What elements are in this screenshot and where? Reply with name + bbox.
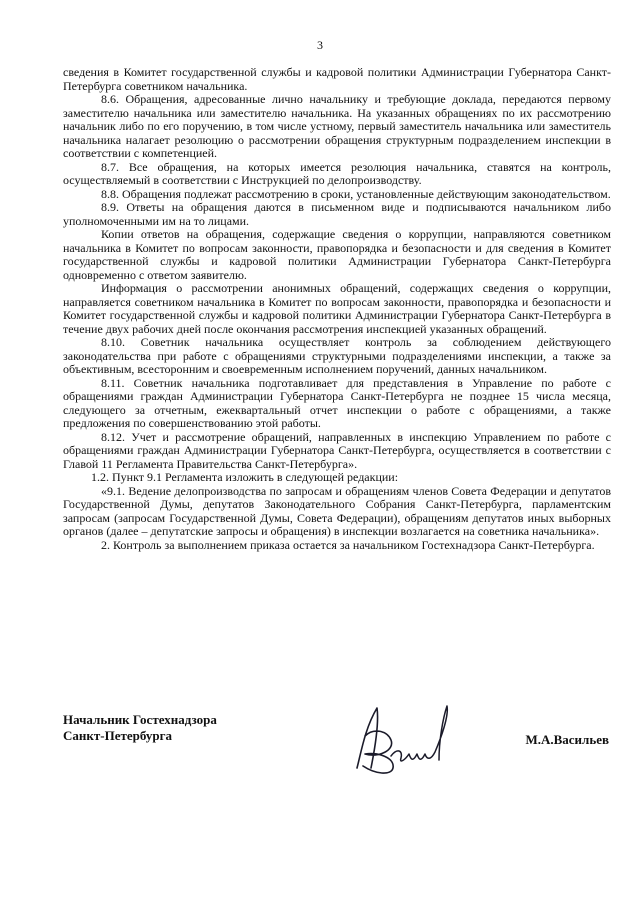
signature-block xyxy=(63,712,611,792)
signatory-name: М.А.Васильев xyxy=(525,732,609,747)
paragraph-copies-of-answers: Копии ответов на обращения, содержащие сведения о коррупции, направляются советником начальника в Комитет по вопросам законности, правопорядка и безопасности и для сведения в Комитет государственной службы и кадровой политики Администрации Губернатора Санкт-Петербурга одновременно с ответом заявителю. xyxy=(63,227,611,282)
paragraph-8-8: 8.8. Обращения подлежат рассмотрению в сроки, установленные действующим законодательством. xyxy=(101,186,611,201)
document-body xyxy=(63,66,611,552)
page-number: 3 xyxy=(317,38,323,52)
signatory-title-line-2: Санкт-Петербурга xyxy=(63,728,172,743)
paragraph-8-9: 8.9. Ответы на обращения даются в письменном виде и подписываются начальником либо уполномоченными им на то лицами. xyxy=(63,200,611,228)
signatory-title xyxy=(63,712,217,744)
paragraph-8-12: 8.12. Учет и рассмотрение обращений, направленных в инспекцию Управлением по работе с обращениями граждан Администрации Губернатора Санкт-Петербурга, осуществляется в соответствии с Главой 11 Регламента Правительства Санкт-Петербурга». xyxy=(63,429,611,471)
paragraph-1-2: 1.2. Пункт 9.1 Регламента изложить в следующей редакции: xyxy=(91,470,399,484)
paragraph-8-10: 8.10. Советник начальника осуществляет контроль за соблюдением действующего законодательства при работе с обращениями структурными подразделениями инспекции, а также за объективным, всесторонним и своевременным исполнением поручений, данных начальником. xyxy=(63,335,611,376)
paragraph-8-7: 8.7. Все обращения, на которых имеется резолюция начальника, ставятся на контроль, осуществляемый в соответствии с Инструкцией по делопроизводству. xyxy=(63,159,611,187)
paragraph-9-1: «9.1. Ведение делопроизводства по запросам и обращениям членов Совета Федерации и депутатов Государственной Думы, депутатов Законодательного Собрания Санкт-Петербурга, парламентским запросам (запросам Государственной Думы, Совета Федерации), обращениям депутатов иных выборных органов (далее – депутатские запросы и обращения) в инспекции возлагается на советника начальника». xyxy=(63,483,611,538)
paragraph-8-11: 8.11. Советник начальника подготавливает для представления в Управление по работе с обращениями граждан Администрации Губернатора Санкт-Петербурга не позднее 15 числа месяца, следующего за отчетным, ежеквартальный отчет инспекции о работе с обращениями, а также предложения по совершенствованию этой работы. xyxy=(63,375,611,430)
signatory-title-line-1: Начальник Гостехнадзора xyxy=(63,712,217,727)
paragraph-continuation: сведения в Комитет государственной службы и кадровой политики Администрации Губернатора Санкт-Петербурга советником начальника. xyxy=(63,65,611,93)
paragraph-anonymous-appeals: Информация о рассмотрении анонимных обращений, содержащих сведения о коррупции, направляется советником начальника в Комитет по вопросам законности, правопорядка и безопасности и Комитет государственной службы и кадровой политики Администрации Губернатора Санкт-Петербурга в течение двух рабочих дней после окончания рассмотрения инспекцией указанных обращений. xyxy=(63,281,611,336)
paragraph-8-6: 8.6. Обращения, адресованные лично начальнику и требующие доклада, передаются первому заместителю начальника или заместителю начальника. На указанных обращениях по их рассмотрению начальник либо по его поручению, в том числе устному, первый заместитель начальника или заместитель начальника налагает резолюцию о рассмотрении обращения структурным подразделением инспекции в соответствии с компетенцией. xyxy=(63,92,611,160)
handwritten-signature xyxy=(335,698,463,782)
paragraph-2-control: 2. Контроль за выполнением приказа остается за начальником Гостехнадзора Санкт-Петербурга. xyxy=(101,537,595,552)
